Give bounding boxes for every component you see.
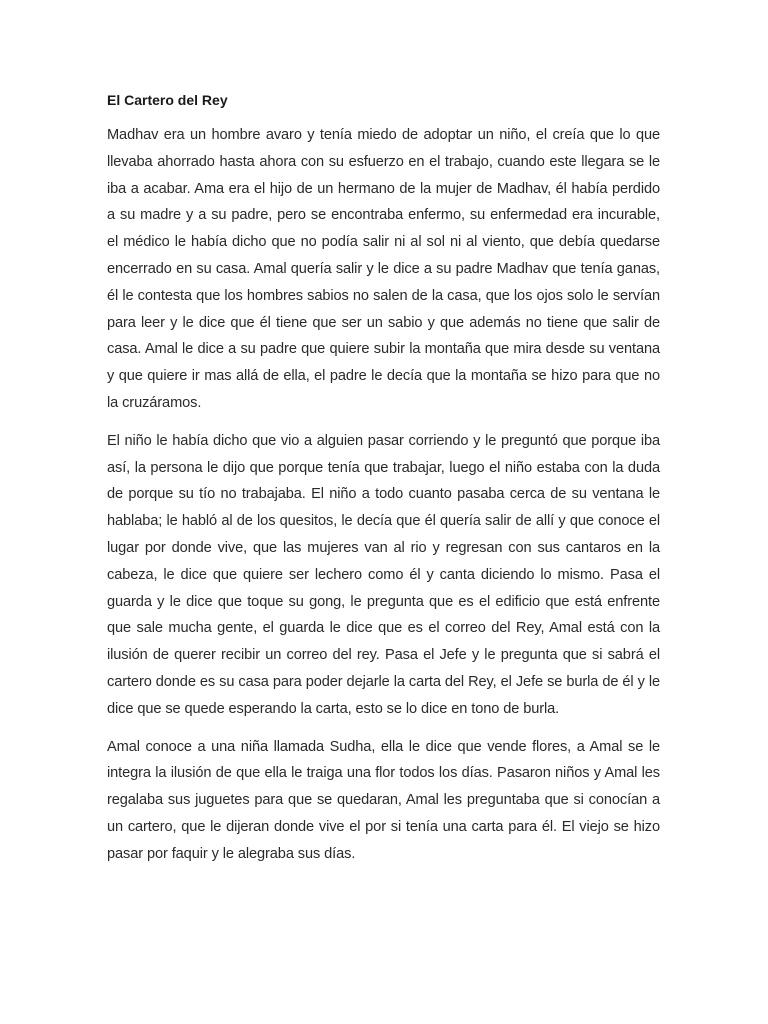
paragraph-3: Amal conoce a una niña llamada Sudha, ella le dice que vende flores, a Amal se le integra la ilusión de que ella le traiga una flor todos los días. Pasaron niños y Amal les regalaba sus juguetes para que se quedaran, Amal les preguntaba que si conocían a un cartero, que le dijeran donde vive el por si tenía una carta para él. El viejo se hizo pasar por faquir y le alegraba sus días. xyxy=(107,738,660,862)
document-page xyxy=(107,88,660,879)
paragraph-1: Madhav era un hombre avaro y tenía miedo de adoptar un niño, el creía que lo que llevaba ahorrado hasta ahora con su esfuerzo en el trabajo, cuando este llegara se le iba a acabar. Ama era el hijo de un hermano de la mujer de Madhav, él había perdido a su madre y a su padre, pero se encontraba enfermo, su enfermedad era incurable, el médico le había dicho que no podía salir ni al sol ni al viento, que debía quedarse encerrado en su casa. Amal quería salir y le dice a su padre Madhav que tenía ganas, él le contesta que los hombres sabios no salen de la casa, que los ojos solo le servían para leer y le dice que él tiene que ser un sabio y que además no tiene que salir de casa. Amal le dice a su padre que quiere subir la montaña que mira desde su ventana y que quiere ir mas allá de ella, el padre le decía que la montaña se hizo para que no la cruzáramos. xyxy=(107,127,660,411)
paragraph-2: El niño le había dicho que vio a alguien pasar corriendo y le preguntó que porque iba así, la persona le dijo que porque tenía que trabajar, luego el niño estaba con la duda de porque su tío no trabajaba. El niño a todo cuanto pasaba cerca de su ventana le hablaba; le habló al de los quesitos, le decía que él quería salir de allí y que conoce el lugar por donde vive, que las mujeres van al rio y regresan con sus cantaros en la cabeza, le dice que quiere ser lechero como él y canta diciendo lo mismo. Pasa el guarda y le dice que toque su gong, le pregunta que es el edificio que está enfrente que sale mucha gente, el guarda le dice que es el correo del Rey, Amal está con la ilusión de querer recibir un correo del rey. Pasa el Jefe y le pregunta que si sabrá el cartero donde es su casa para poder dejarle la carta del Rey, el Jefe se burla de él y le dice que se quede esperando la carta, esto se lo dice en tono de burla. xyxy=(107,432,660,717)
document-title: El Cartero del Rey xyxy=(107,92,228,108)
